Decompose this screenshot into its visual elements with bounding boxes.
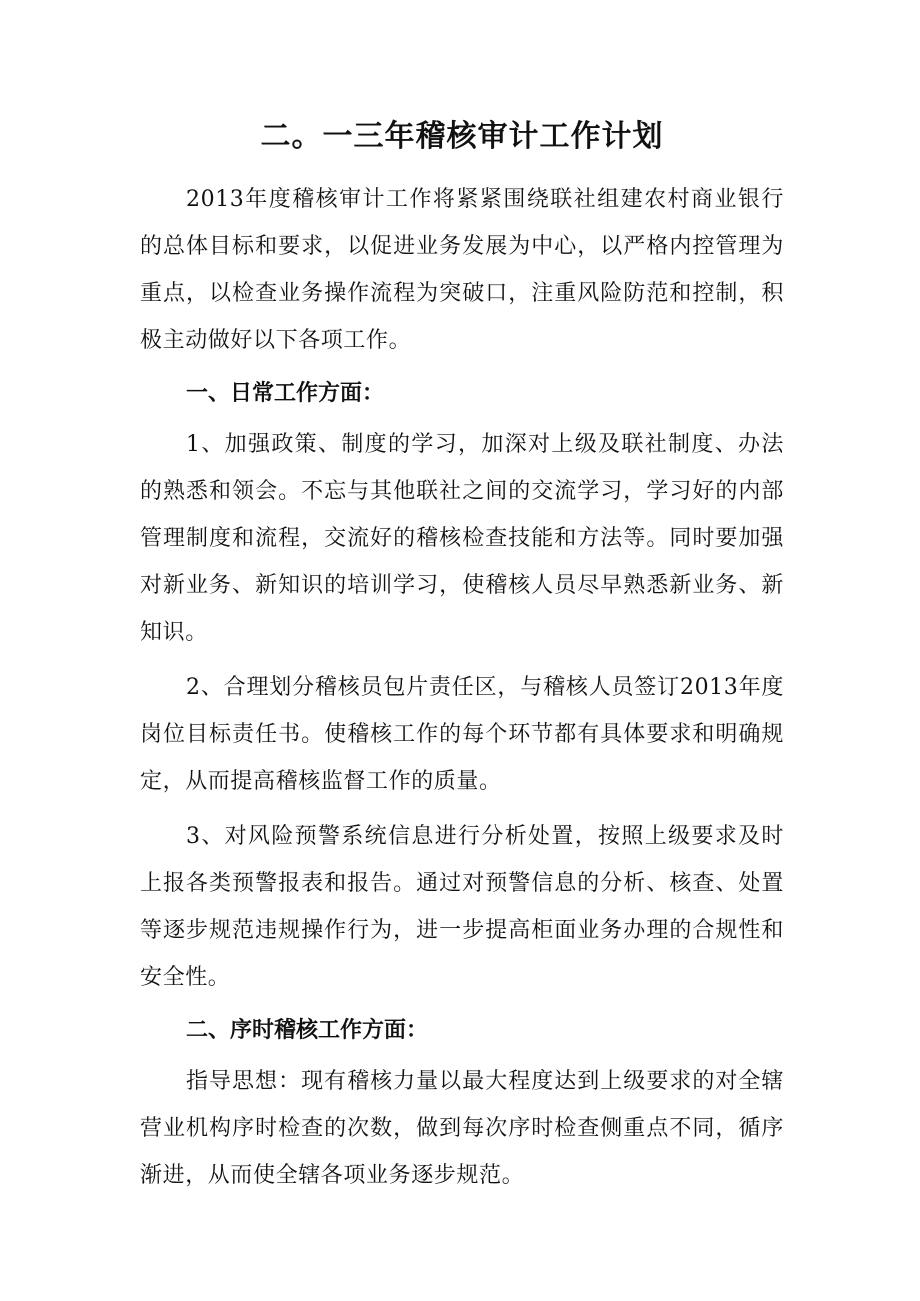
section-1-heading: 一、日常工作方面： — [186, 381, 385, 406]
section-2-heading: 二、序时稽核工作方面： — [186, 1018, 429, 1043]
section-1-item-3: 3、对风险预警系统信息进行分析处置，按照上级要求及时上报各类预警报表和报告。通过对预警信息的分析、核查、处置等逐步规范违规操作行为，进一步提高柜面业务办理的合规性和安全性。 — [140, 824, 784, 990]
section-1-item-1: 1、加强政策、制度的学习，加深对上级及联社制度、办法的熟悉和领会。不忘与其他联社之间的交流学习，学习好的内部管理制度和流程，交流好的稽核检查技能和方法等。同时要加强对新业务、新知识的培训学习，使稽核人员尽早熟悉新业务、新知识。 — [140, 432, 784, 645]
section-1-item-2: 2、合理划分稽核员包片责任区，与稽核人员签订2013年度岗位目标责任书。使稽核工作的每个环节都有具体要求和明确规定，从而提高稽核监督工作的质量。 — [140, 675, 784, 794]
intro-paragraph: 2013年度稽核审计工作将紧紧围绕联社组建农村商业银行的总体目标和要求，以促进业务发展为中心，以严格内控管理为重点，以检查业务操作流程为突破口，注重风险防范和控制，积极主动做好以下各项工作。 — [140, 187, 784, 353]
document-title: 二。一三年稽核审计工作计划 — [260, 119, 664, 154]
section-2-guidance: 指导思想：现有稽核力量以最大程度达到上级要求的对全辖营业机构序时检查的次数，做到每次序时检查侧重点不同，循序渐进，从而使全辖各项业务逐步规范。 — [140, 1069, 784, 1188]
